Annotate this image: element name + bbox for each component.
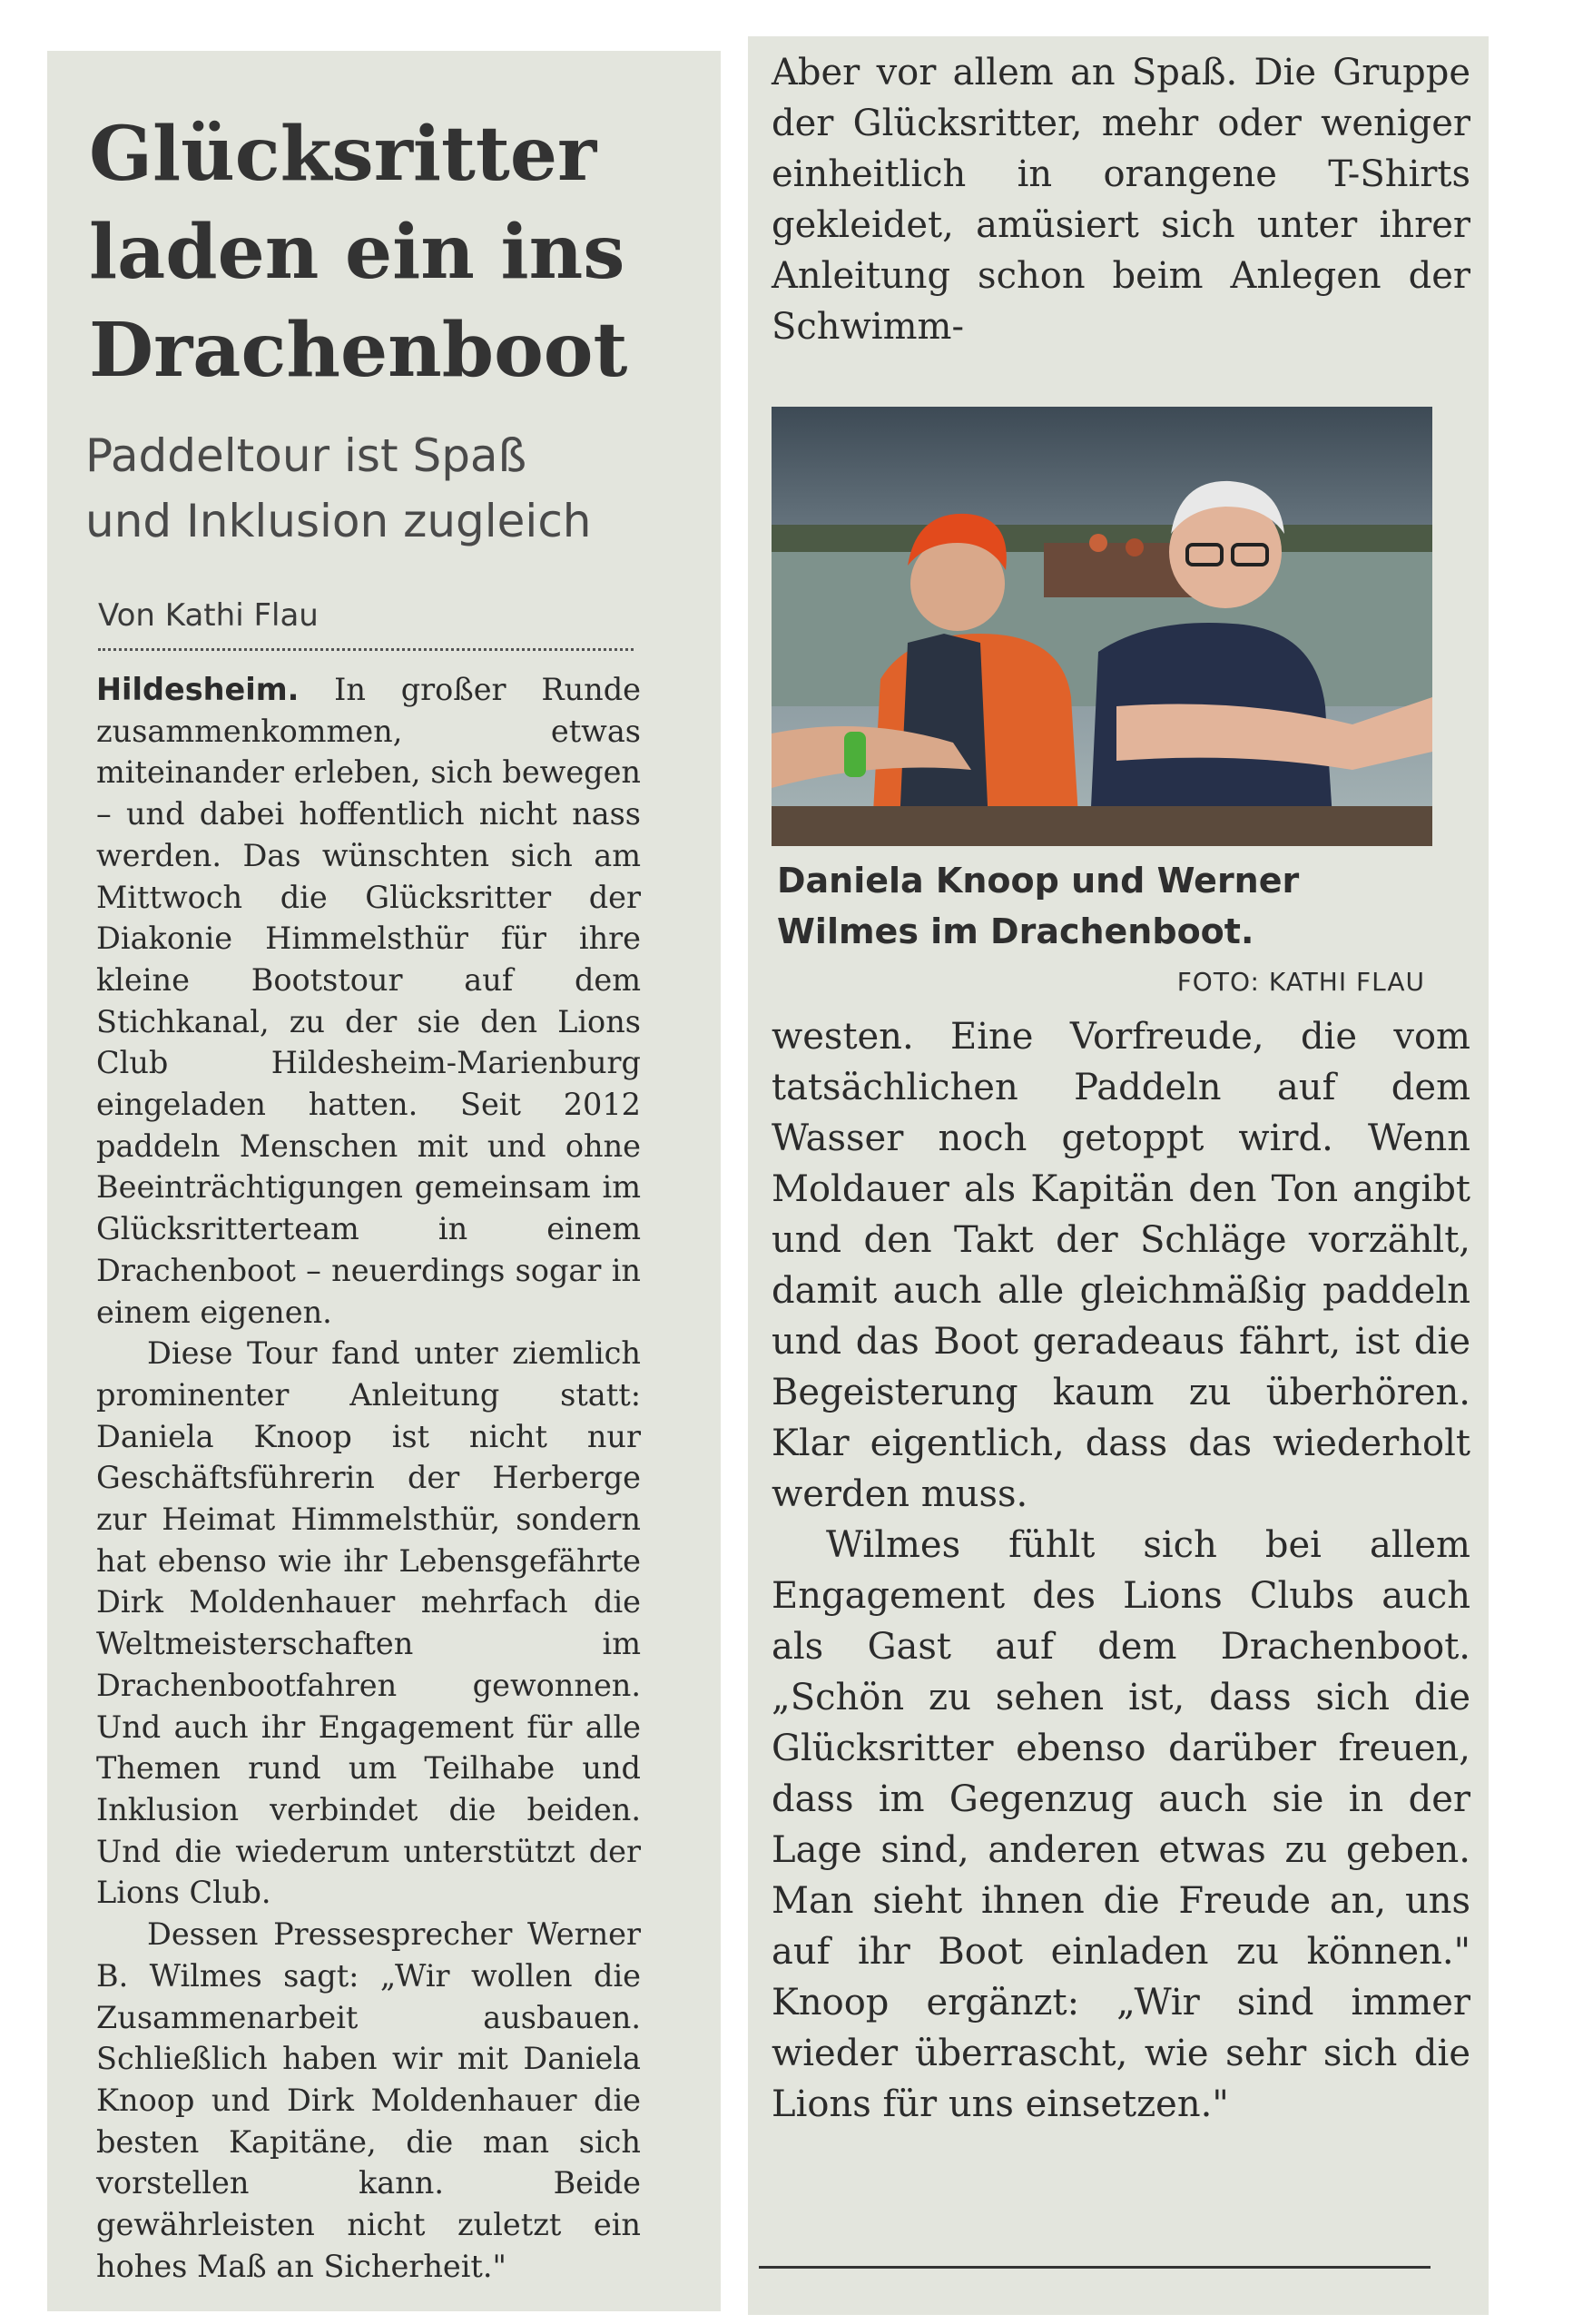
headline-line-1: Glücksritter	[89, 111, 597, 198]
right-body-text	[772, 1011, 1470, 2130]
headline	[89, 105, 693, 399]
caption-text: Daniela Knoop und Werner Wilmes im Drachenboot.	[777, 861, 1300, 951]
dateline: Hildesheim.	[96, 672, 300, 707]
end-rule	[759, 2266, 1431, 2269]
left-body-text	[96, 669, 641, 2287]
paragraph: westen. Eine Vorfreude, die vom tatsächlichen Paddeln auf dem Wasser noch getoppt wird. Wenn Moldauer als Kapitän den Ton angibt und den Takt der Schläge vorzählt, damit auch alle gleichmäßig paddeln und das Boot geradeaus fährt, ist die Begeisterung kaum zu überhören. Klar eigentlich, dass das wiederholt werden muss.	[772, 1016, 1470, 1515]
right-top-text	[772, 47, 1470, 352]
paragraph-text: In großer Runde zusammenkommen, etwas miteinander erleben, sich bewegen – und dabei hoffentlich nicht nass werden. Das wünschten sich am Mittwoch die Glücksritter der Diakonie Himmelsthür für ihre kleine Bootstour auf dem Stichkanal, zu der sie den Lions Club Hildesheim-Marienburg eingeladen hatten. Seit 2012 paddeln Menschen mit und ohne Beeinträchtigungen gemeinsam im Glücksritterteam in einem Drachenboot – neuerdings sogar in einem eigenen.	[96, 672, 641, 1330]
article-photo	[772, 407, 1432, 846]
photo-illustration	[772, 407, 1432, 846]
left-column	[47, 51, 721, 2311]
paragraph: Diese Tour fand unter ziemlich prominenter Anleitung statt: Daniela Knoop ist nicht nur Geschäftsführerin der Herberge zur Heimat Himmelsthür, sondern hat ebenso wie ihr Lebensgefährte Dirk Moldenhauer mehrfach die Weltmeisterschaften im Drachenbootfahren gewonnen. Und auch ihr Engagement für alle Themen rund um Teilhabe und Inklusion verbindet die beiden. Und die wiederum unterstützt der Lions Club.	[96, 1335, 641, 1911]
photo-caption	[777, 855, 1431, 997]
paragraph: Aber vor allem an Spaß. Die Gruppe der Glücksritter, mehr oder weniger einheitlich in orangene T-Shirts gekleidet, amüsiert sich unter ihrer Anleitung schon beim Anlegen der Schwimm-	[772, 52, 1470, 348]
paragraph: Dessen Pressesprecher Werner B. Wilmes sagt: „Wir wollen die Zusammenarbeit ausbauen. Schließlich haben wir mit Daniela Knoop und Dirk Moldenhauer die besten Kapitäne, die man sich vorstellen kann. Beide gewährleisten nicht zuletzt ein hohes Maß an Sicherheit."	[96, 1916, 641, 2284]
subhead-line-2: und Inklusion zugleich	[85, 495, 592, 547]
headline-line-2: laden ein ins	[89, 209, 625, 296]
headline-line-3: Drachenboot	[89, 307, 628, 394]
photo-credit: FOTO: KATHI FLAU	[1176, 967, 1425, 997]
subheadline	[85, 423, 693, 554]
subhead-line-1: Paddeltour ist Spaß	[85, 429, 527, 482]
right-column	[748, 36, 1489, 2315]
paragraph: Wilmes fühlt sich bei allem Engagement des Lions Clubs auch als Gast auf dem Drachenboot. „Schön zu sehen ist, dass sich die Glücksritter ebenso darüber freuen, dass im Gegenzug auch sie in der Lage sind, anderen etwas zu geben. Man sieht ihnen die Freude an, uns auf ihr Boot einladen zu können." Knoop ergänzt: „Wir sind immer wieder überrascht, wie sehr sich die Lions für uns einsetzen."	[772, 1524, 1470, 2125]
byline: Von Kathi Flau	[98, 597, 634, 651]
paragraph	[96, 669, 641, 1333]
